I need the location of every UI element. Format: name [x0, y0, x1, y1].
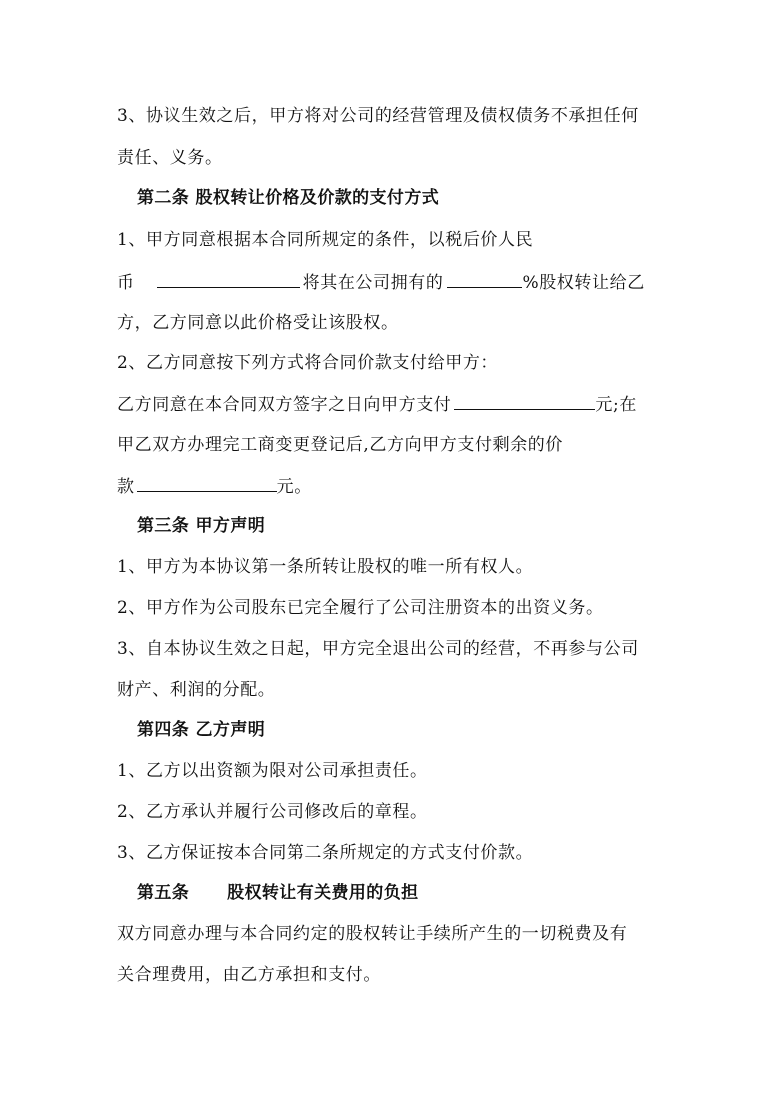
fill-blank-percent: [447, 270, 522, 288]
clause-2-payment-2-cont: [117, 474, 312, 499]
text-fragment: 元。: [276, 477, 312, 497]
text-fragment: 币: [117, 273, 135, 293]
clause-2-payment-2: 甲乙双方办理完工商变更登记后,乙方向甲方支付剩余的价: [117, 435, 564, 455]
fill-blank-price: [157, 270, 300, 288]
text-fragment: 将其在公司拥有的: [302, 273, 444, 293]
text-fragment: 款: [117, 477, 135, 497]
clause-4-item-1: 1、乙方以出资额为限对公司承担责任。: [117, 761, 428, 781]
clause-1-item-3: 3、协议生效之后，甲方将对公司的经营管理及债权债务不承担任何: [117, 106, 639, 126]
clause-1-item-3-cont: 责任、义务。: [117, 148, 223, 168]
text-fragment: 元;在: [595, 395, 637, 415]
clause-5-text: 双方同意办理与本合同约定的股权转让手续所产生的一切税费及有: [117, 924, 628, 944]
clause-2-item-1-cont2: 方，乙方同意以此价格受让该股权。: [117, 313, 399, 333]
heading-article-5: 第五条 股权转让有关费用的负担: [137, 883, 419, 903]
heading-article-4: 第四条 乙方声明: [137, 720, 266, 740]
heading-article-3: 第三条 甲方声明: [137, 516, 266, 536]
clause-2-payment-1: [117, 392, 637, 417]
fill-blank-remaining-payment: [137, 474, 277, 492]
clause-2-item-1: 1、甲方同意根据本合同所规定的条件，以税后价人民: [117, 230, 534, 250]
clause-2-item-1-cont: [117, 270, 645, 295]
clause-3-item-2: 2、甲方作为公司股东已完全履行了公司注册资本的出资义务。: [117, 598, 604, 618]
clause-4-item-3: 3、乙方保证按本合同第二条所规定的方式支付价款。: [117, 843, 534, 863]
fill-blank-first-payment: [454, 392, 595, 410]
clause-4-item-2: 2、乙方承认并履行公司修改后的章程。: [117, 802, 428, 822]
clause-3-item-3: 3、自本协议生效之日起，甲方完全退出公司的经营，不再参与公司: [117, 639, 639, 659]
text-fragment: %股权转让给乙: [522, 273, 645, 293]
text-fragment: 乙方同意在本合同双方签字之日向甲方支付: [117, 395, 452, 415]
clause-5-text-cont: 关合理费用，由乙方承担和支付。: [117, 965, 381, 985]
clause-2-item-2: 2、乙方同意按下列方式将合同价款支付给甲方：: [117, 353, 499, 373]
clause-3-item-3-cont: 财产、利润的分配。: [117, 680, 276, 700]
clause-3-item-1: 1、甲方为本协议第一条所转让股权的唯一所有权人。: [117, 557, 534, 577]
heading-article-2: 第二条 股权转让价格及价款的支付方式: [137, 188, 440, 208]
